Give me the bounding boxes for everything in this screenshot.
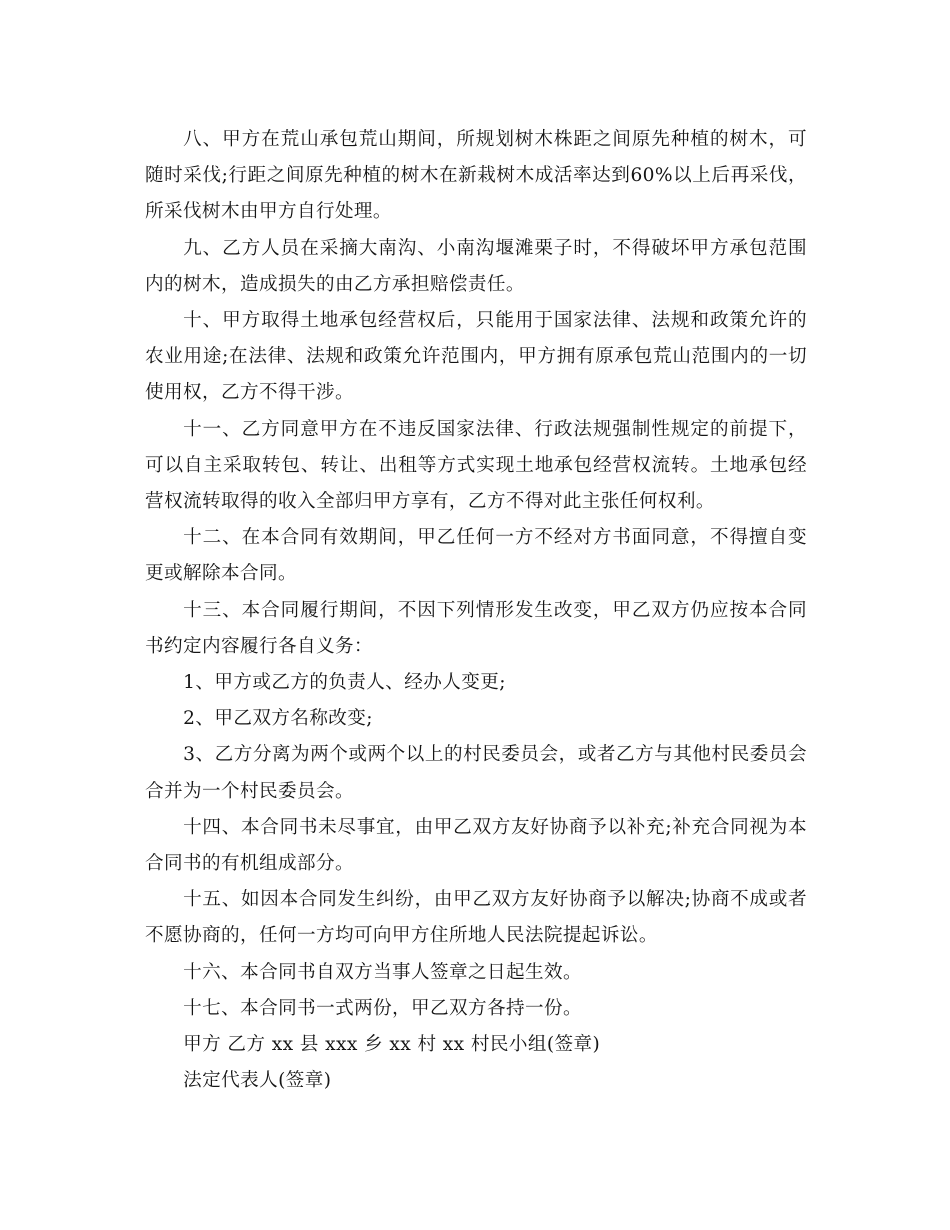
clause-13-paragraph: 十三、本合同履行期间，不因下列情形发生改变，甲乙双方仍应按本合同书约定内容履行各自义务： (145, 599, 807, 657)
clause-11-paragraph: 十一、乙方同意甲方在不违反国家法律、行政法规强制性规定的前提下，可以自主采取转包、转让、出租等方式实现土地承包经营权流转。土地承包经营权流转取得的收入全部归甲方享有，乙方不得对此主张任何权利。 (145, 418, 807, 513)
clause-15-paragraph: 十五、如因本合同发生纠纷，由甲乙双方友好协商予以解决;协商不成或者不愿协商的，任何一方均可向甲方住所地人民法院提起诉讼。 (145, 889, 807, 947)
clause-10-paragraph: 十、甲方取得土地承包经营权后，只能用于国家法律、法规和政策允许的农业用途;在法律、法规和政策允许范围内，甲方拥有原承包荒山范围内的一切使用权，乙方不得干涉。 (145, 310, 807, 404)
clause-12-paragraph: 十二、在本合同有效期间，甲乙任何一方不经对方书面同意，不得擅自变更或解除本合同。 (145, 527, 807, 585)
signature-parties-line: 甲方 乙方 xx 县 xxx 乡 xx 村 xx 村民小组(签章) (183, 1034, 601, 1056)
clause-9-paragraph: 九、乙方人员在采摘大南沟、小南沟堰滩栗子时，不得破坏甲方承包范围内的树木，造成损失的由乙方承担赔偿责任。 (145, 237, 807, 295)
clause-8-paragraph: 八、甲方在荒山承包荒山期间，所规划树木株距之间原先种植的树木，可随时采伐;行距之间原先种植的树木在新栽树木成活率达到60%以上后再采伐，所采伐树木由甲方自行处理。 (145, 129, 807, 223)
clause-14-paragraph: 十四、本合同书未尽事宜，由甲乙双方友好协商予以补充;补充合同视为本合同书的有机组成部分。 (145, 816, 807, 875)
clause-17-paragraph: 十七、本合同书一式两份，甲乙双方各持一份。 (183, 997, 582, 1019)
clause-16-paragraph: 十六、本合同书自双方当事人签章之日起生效。 (183, 961, 582, 983)
contract-body (145, 122, 807, 1099)
clause-13-item-2: 2、甲乙双方名称改变; (183, 708, 373, 730)
clause-13-item-3: 3、乙方分离为两个或两个以上的村民委员会，或者乙方与其他村民委员会合并为一个村民委员会。 (145, 744, 807, 802)
legal-representative-line: 法定代表人(签章) (183, 1070, 332, 1092)
clause-13-item-1: 1、甲方或乙方的负责人、经办人变更; (183, 672, 506, 694)
